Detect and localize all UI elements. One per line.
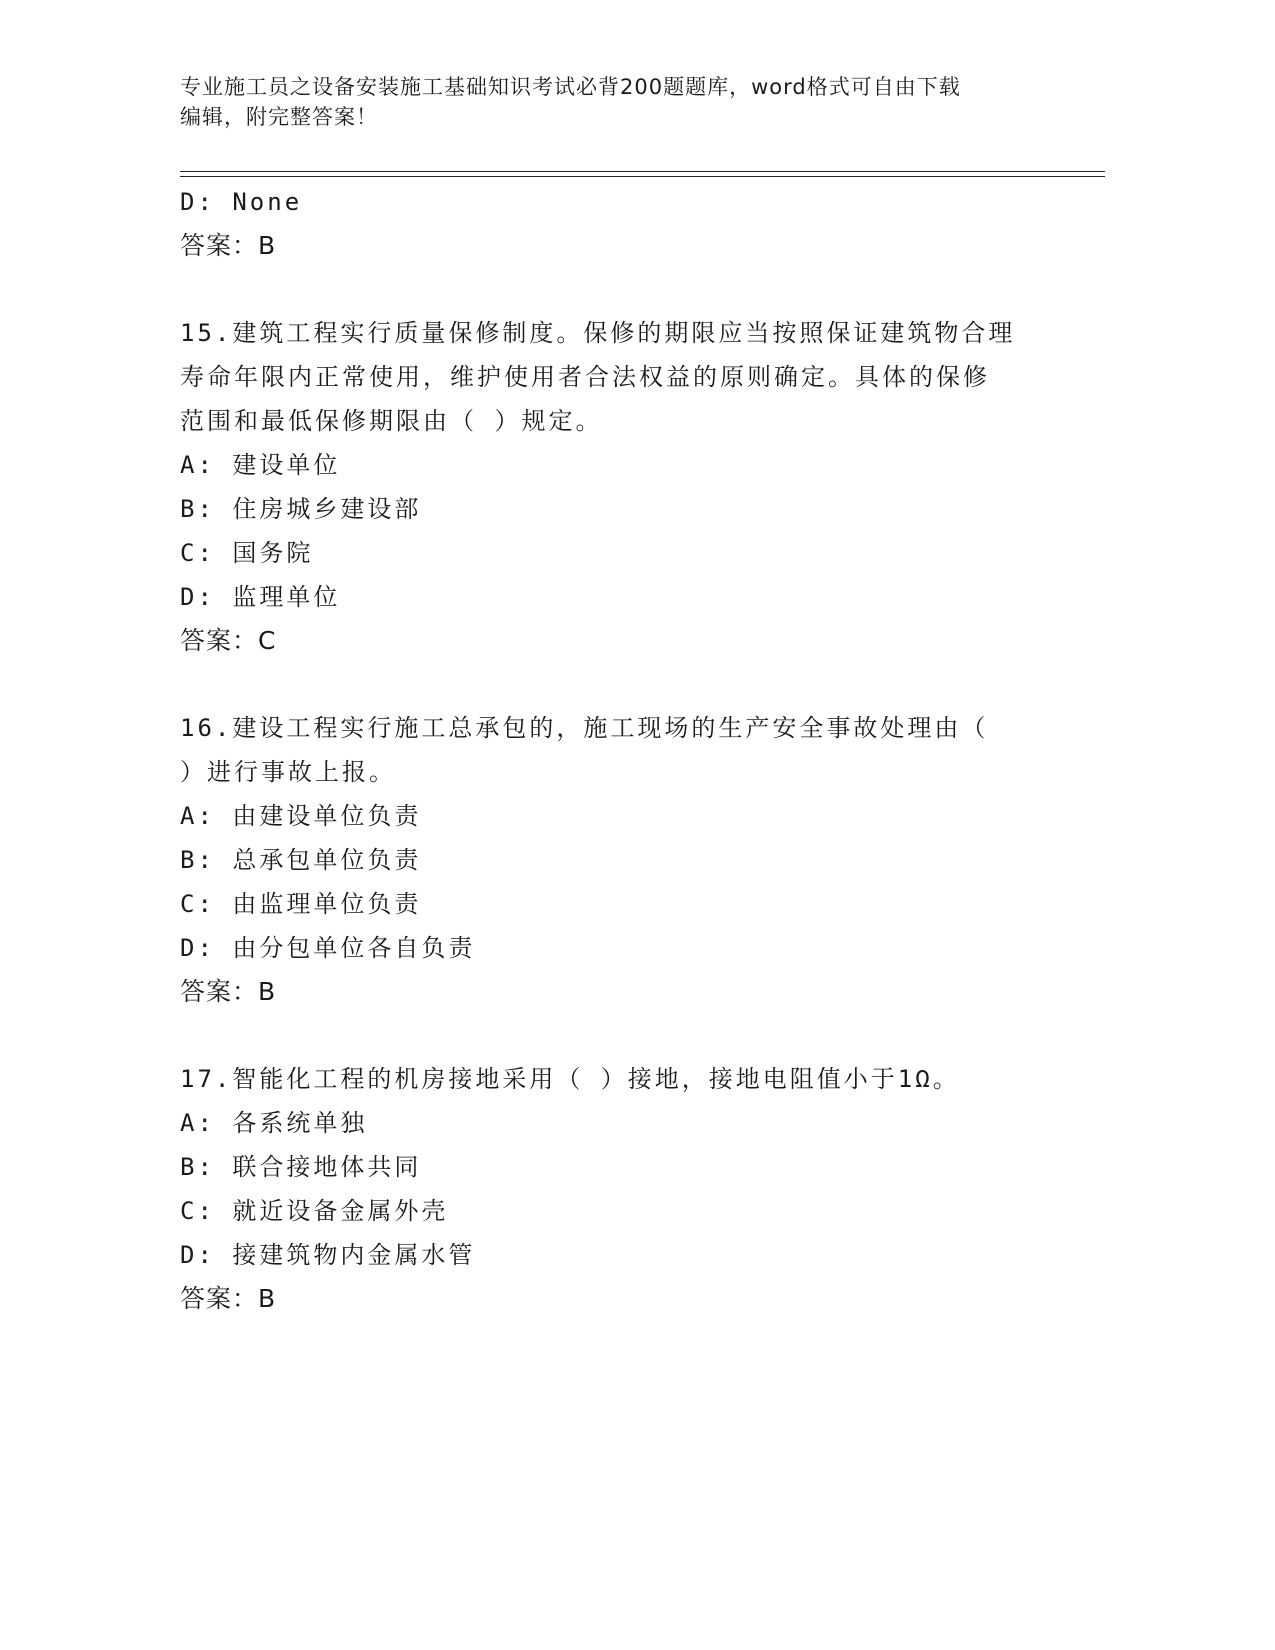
document-header [180,72,1060,132]
option-d: D: 由分包单位各自负责 [180,934,476,962]
question-stem-line: 16.建设工程实行施工总承包的，施工现场的生产安全事故处理由（ [180,714,989,742]
header-divider-bottom [180,176,1105,177]
question-15 [180,311,1040,663]
option-c: C: 就近设备金属外壳 [180,1197,449,1225]
answer: 答案：C [180,626,277,655]
header-divider-top [180,171,1105,172]
option-a: A: 各系统单独 [180,1109,368,1137]
option-b: B: 总承包单位负责 [180,846,422,874]
question-stem-line: 17.智能化工程的机房接地采用（ ）接地，接地电阻值小于1Ω。 [180,1065,960,1093]
option-b: B: 住房城乡建设部 [180,495,422,523]
header-line-1: 专业施工员之设备安装施工基础知识考试必背200题题库，word格式可自由下载 [180,75,961,99]
answer: 答案：B [180,1284,277,1313]
option-b: B: 联合接地体共同 [180,1153,422,1181]
answer: 答案：B [180,977,277,1006]
option-d: D: 接建筑物内金属水管 [180,1241,476,1269]
question-16 [180,706,1040,1014]
question-stem-line: 范围和最低保修期限由（ ）规定。 [180,407,603,435]
option-a: A: 由建设单位负责 [180,802,422,830]
question-17 [180,1057,1040,1321]
question-stem-line: ）进行事故上报。 [180,758,396,786]
option-c: C: 国务院 [180,539,314,567]
question-stem-line: 寿命年限内正常使用，维护使用者合法权益的原则确定。具体的保修 [180,363,990,391]
option-d: D: 监理单位 [180,583,341,611]
option-c: C: 由监理单位负责 [180,890,422,918]
header-line-2: 编辑，附完整答案！ [180,105,378,129]
document-body [180,180,1040,1321]
prev-option-d: D: None [180,188,303,216]
prev-answer: 答案：B [180,231,277,260]
option-a: A: 建设单位 [180,451,341,479]
question-stem-line: 15.建筑工程实行质量保修制度。保修的期限应当按照保证建筑物合理 [180,319,1016,347]
